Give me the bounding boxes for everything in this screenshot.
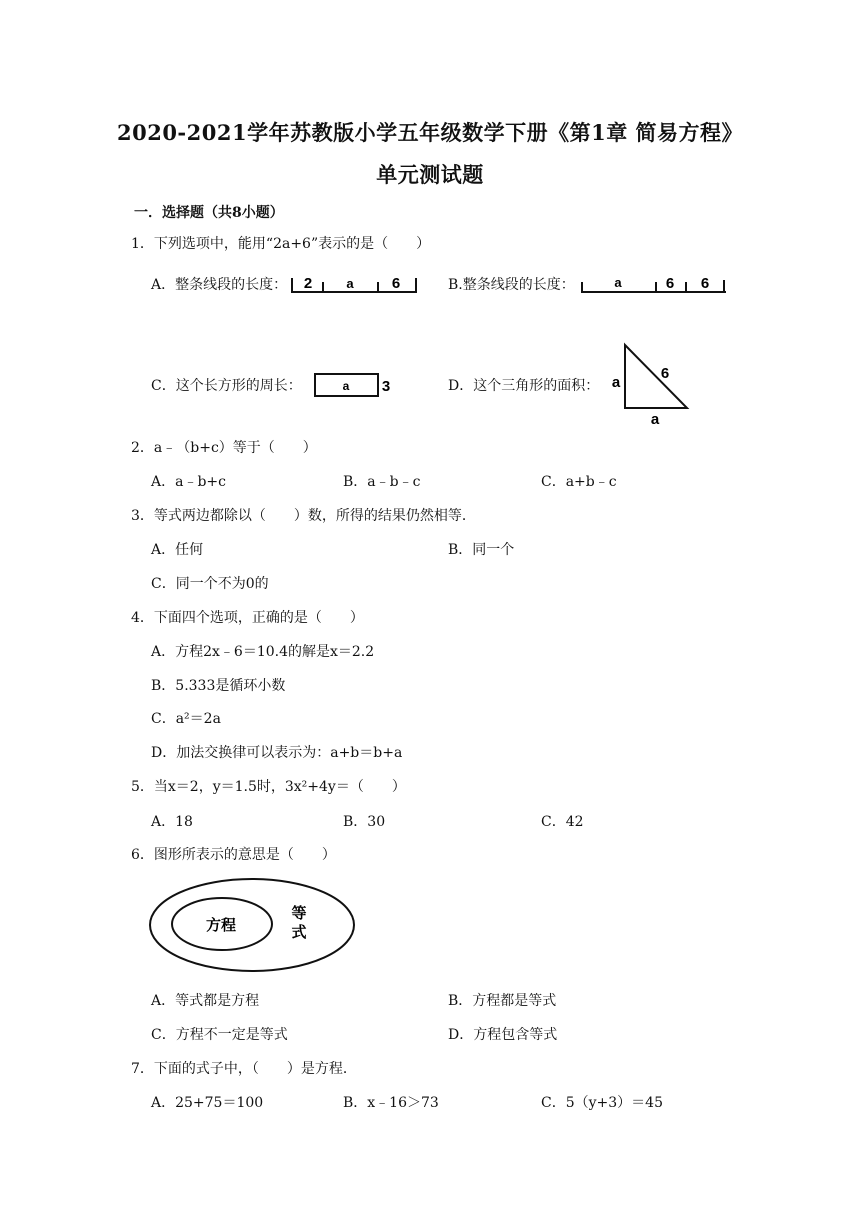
- triangle-side-label: a: [611, 374, 621, 391]
- segment-b-label-2: 6: [665, 275, 675, 292]
- question-3-option-a: A．任何: [151, 542, 204, 558]
- ellipse-outer-label-top: 等: [291, 904, 307, 922]
- segment-b-label-3: 6: [700, 275, 710, 292]
- question-7-option-b: B．x﹣16＞73: [343, 1095, 439, 1111]
- question-5-option-a: A．18: [151, 814, 193, 830]
- question-4-option-d: D．加法交换律可以表示为：a+b＝b+a: [151, 745, 403, 761]
- question-5-option-c: C．42: [541, 814, 584, 830]
- segment-b-label-1: a: [614, 275, 622, 290]
- question-1-option-d: D．这个三角形的面积：: [448, 378, 600, 394]
- segment-figure-a: [290, 272, 420, 298]
- document-title-line1: 2020-2021学年苏教版小学五年级数学下册《第1章 简易方程》: [116, 120, 744, 145]
- segment-a-label-1: 2: [303, 275, 313, 292]
- question-4-option-a: A．方程2x﹣6＝10.4的解是x＝2.2: [151, 644, 375, 660]
- question-2-option-c: C．a+b﹣c: [541, 474, 617, 490]
- question-7-option-a: A．25+75＝100: [151, 1095, 264, 1111]
- question-6-option-c: C．方程不一定是等式: [151, 1027, 288, 1043]
- section-heading: 一．选择题（共8小题）: [134, 205, 284, 221]
- question-1-stem: 1．下列选项中，能用“2a+6”表示的是（ ）: [131, 236, 431, 252]
- question-6-option-a: A．等式都是方程: [151, 993, 260, 1009]
- question-5-stem: 5．当x＝2，y＝1.5时，3x²+4y＝（ ）: [131, 779, 406, 795]
- question-7-stem: 7．下面的式子中，（ ）是方程．: [131, 1061, 357, 1077]
- triangle-hypotenuse-label: 6: [660, 365, 670, 382]
- question-5-option-b: B．30: [343, 814, 386, 830]
- ellipse-inner-label: 方程: [205, 916, 237, 934]
- question-2-option-a: A．a﹣b+c: [151, 474, 226, 490]
- question-7-option-c: C．5（y+3）＝45: [541, 1095, 663, 1111]
- document-title-line2: 单元测试题: [376, 162, 484, 187]
- question-1-option-a: A．整条线段的长度：: [151, 277, 288, 293]
- question-1-option-c: C．这个长方形的周长：: [151, 378, 302, 394]
- rectangle-label: a: [342, 379, 350, 393]
- triangle-base-label: a: [650, 411, 660, 428]
- nested-ellipse-figure: [146, 874, 358, 976]
- triangle-figure: [605, 340, 695, 428]
- rectangle-side-label: 3: [381, 378, 391, 395]
- rectangle-figure: [312, 370, 394, 400]
- question-6-option-d: D．方程包含等式: [448, 1027, 558, 1043]
- ellipse-outer-label-bottom: 式: [291, 923, 307, 941]
- question-4-option-b: B．5.333是循环小数: [151, 678, 286, 694]
- question-2-option-b: B．a﹣b﹣c: [343, 474, 421, 490]
- question-3-stem: 3．等式两边都除以（ ）数，所得的结果仍然相等．: [131, 508, 476, 524]
- segment-a-label-2: a: [346, 276, 354, 291]
- segment-a-label-3: 6: [391, 275, 401, 292]
- question-6-stem: 6．图形所表示的意思是（ ）: [131, 847, 336, 863]
- question-2-stem: 2．a﹣（b+c）等于（ ）: [131, 440, 317, 456]
- question-6-option-b: B．方程都是等式: [448, 993, 557, 1009]
- segment-figure-b: [580, 272, 728, 298]
- question-3-option-b: B．同一个: [448, 542, 515, 558]
- question-4-option-c: C．a²＝2a: [151, 711, 221, 727]
- question-4-stem: 4．下面四个选项，正确的是（ ）: [131, 610, 364, 626]
- question-1-option-b: B.整条线段的长度：: [448, 277, 575, 293]
- question-3-option-c: C．同一个不为0的: [151, 576, 269, 592]
